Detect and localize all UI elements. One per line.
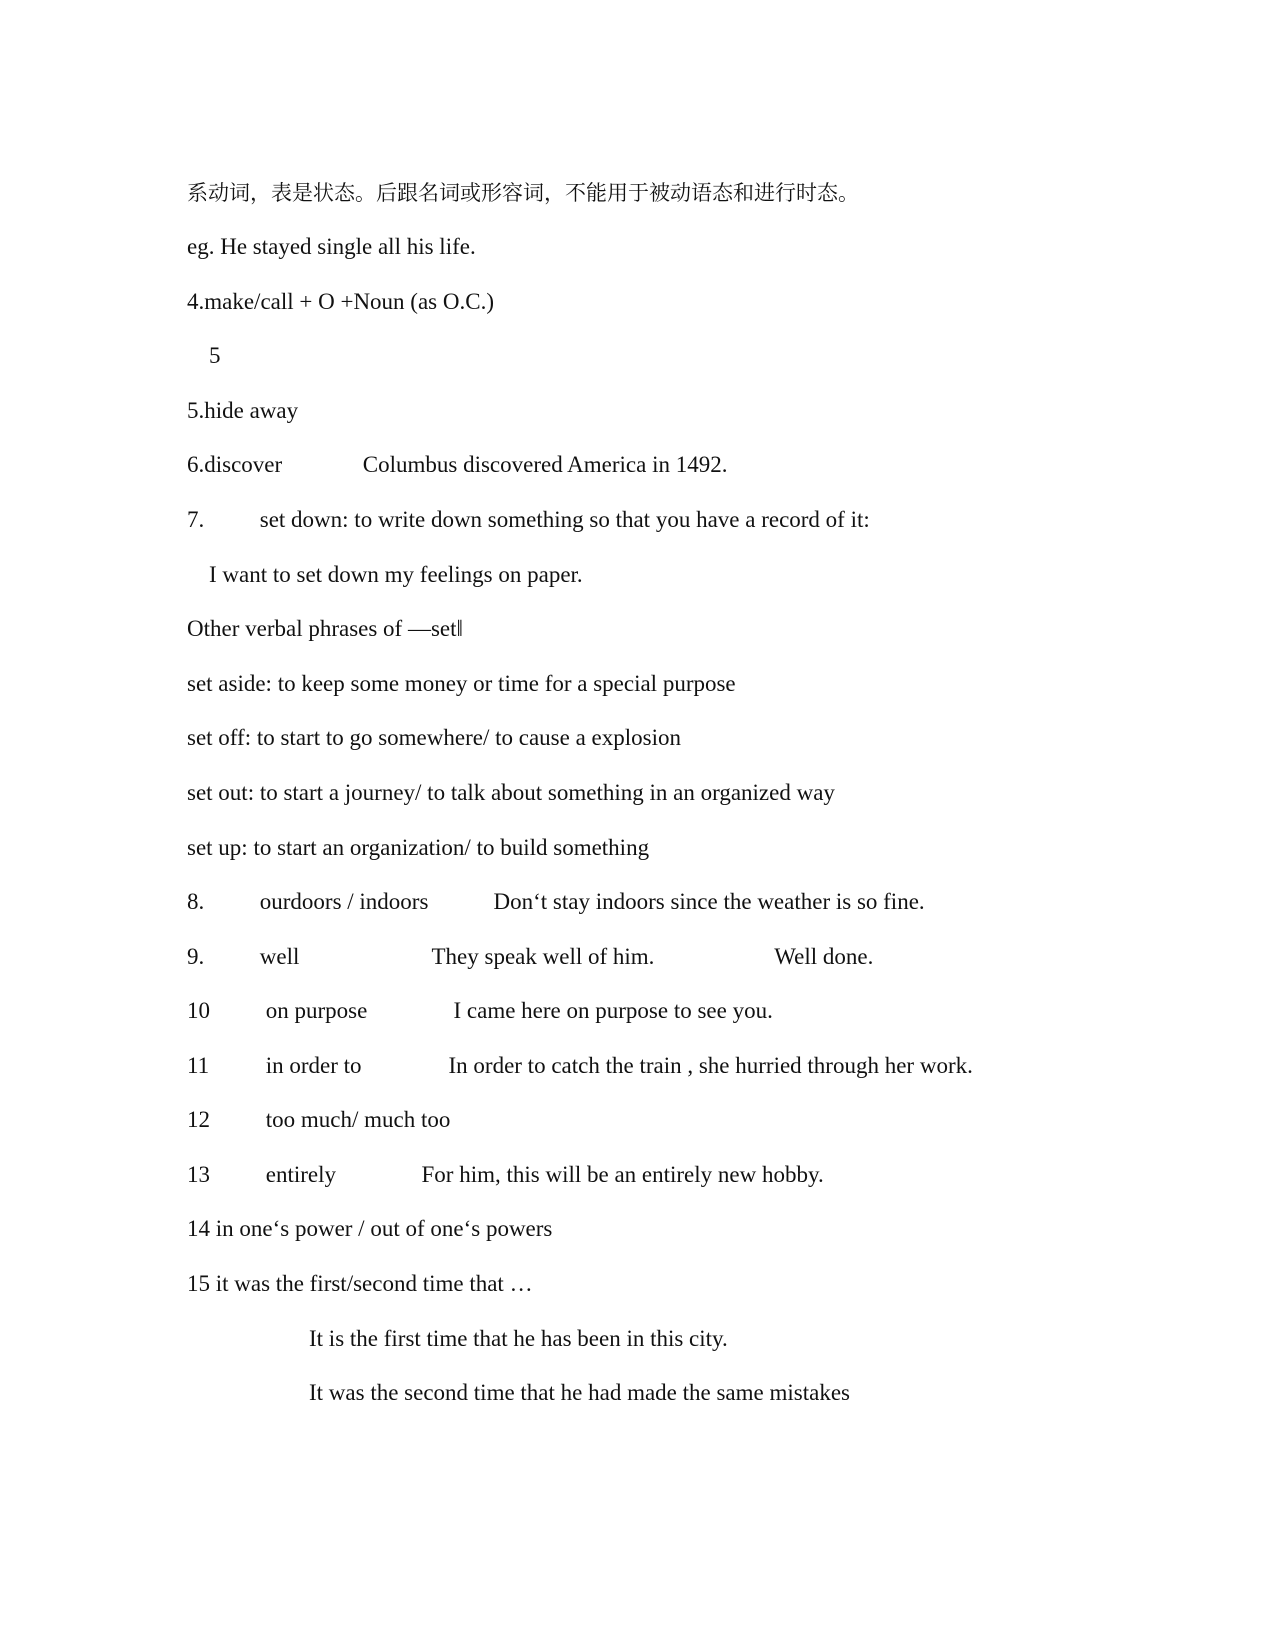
item-text: 15 it was the first/second time that … bbox=[187, 1271, 533, 1296]
item-example: For him, this will be an entirely new hobby. bbox=[421, 1162, 824, 1187]
item-term: in order to bbox=[265, 1053, 362, 1078]
phrase-text: set off: to start to go somewhere/ to cause a explosion bbox=[187, 725, 681, 750]
item-12 bbox=[187, 1105, 450, 1135]
phrase-set-off bbox=[187, 723, 681, 753]
item-term: 6.discover bbox=[187, 452, 283, 477]
item-example: Don‘t stay indoors since the weather is so fine. bbox=[493, 889, 925, 914]
item-14 bbox=[187, 1214, 552, 1244]
example-text: It was the second time that he had made the same mistakes bbox=[309, 1380, 850, 1405]
example-sentence bbox=[209, 560, 583, 590]
item-term: well bbox=[259, 944, 300, 969]
item-4 bbox=[187, 287, 494, 317]
phrase-set-up bbox=[187, 833, 649, 863]
item-number: 13 bbox=[187, 1162, 210, 1187]
page-number bbox=[209, 341, 221, 371]
section-heading bbox=[187, 614, 463, 644]
item-text: set down: to write down something so that you have a record of it: bbox=[259, 507, 870, 532]
page-number-text: 5 bbox=[209, 343, 221, 368]
item-number: 11 bbox=[187, 1053, 210, 1078]
item-example-2: Well done. bbox=[774, 944, 874, 969]
example-sentence bbox=[309, 1378, 850, 1408]
item-term: entirely bbox=[265, 1162, 336, 1187]
item-number: 7. bbox=[187, 507, 205, 532]
item-text: 14 in one‘s power / out of one‘s powers bbox=[187, 1216, 553, 1241]
item-number: 10 bbox=[187, 998, 210, 1023]
example-text: eg. He stayed single all his life. bbox=[187, 234, 476, 259]
phrase-set-out bbox=[187, 778, 835, 808]
item-number: 9. bbox=[187, 944, 205, 969]
item-8 bbox=[187, 887, 925, 917]
item-text: 4.make/call + O +Noun (as O.C.) bbox=[187, 289, 494, 314]
item-example: In order to catch the train , she hurried through her work. bbox=[448, 1053, 973, 1078]
item-term: ourdoors / indoors bbox=[259, 889, 429, 914]
item-10 bbox=[187, 996, 773, 1026]
item-example: I came here on purpose to see you. bbox=[453, 998, 773, 1023]
phrase-set-aside bbox=[187, 669, 736, 699]
example-text: I want to set down my feelings on paper. bbox=[209, 562, 583, 587]
item-15 bbox=[187, 1269, 533, 1299]
item-6 bbox=[187, 450, 728, 480]
note-text: 系动词，表是状态。后跟名词或形容词，不能用于被动语态和进行时态。 bbox=[187, 181, 859, 205]
example-text: It is the first time that he has been in this city. bbox=[309, 1326, 728, 1351]
example-sentence bbox=[309, 1324, 728, 1354]
note-linking-verb bbox=[187, 178, 859, 208]
phrase-text: set aside: to keep some money or time for a special purpose bbox=[187, 671, 736, 696]
phrase-text: set out: to start a journey/ to talk about something in an organized way bbox=[187, 780, 835, 805]
example-sentence bbox=[187, 232, 476, 262]
item-example: Columbus discovered America in 1492. bbox=[362, 452, 728, 477]
item-number: 8. bbox=[187, 889, 205, 914]
item-5 bbox=[187, 396, 298, 426]
item-13 bbox=[187, 1160, 824, 1190]
item-7 bbox=[187, 505, 870, 535]
item-text: 5.hide away bbox=[187, 398, 299, 423]
item-9 bbox=[187, 942, 873, 972]
item-example: They speak well of him. bbox=[431, 944, 655, 969]
item-11 bbox=[187, 1051, 973, 1081]
item-number: 12 bbox=[187, 1107, 210, 1132]
item-term: on purpose bbox=[265, 998, 368, 1023]
heading-text: Other verbal phrases of ―set‖ bbox=[187, 616, 463, 641]
item-term: too much/ much too bbox=[265, 1107, 451, 1132]
phrase-text: set up: to start an organization/ to build something bbox=[187, 835, 650, 860]
